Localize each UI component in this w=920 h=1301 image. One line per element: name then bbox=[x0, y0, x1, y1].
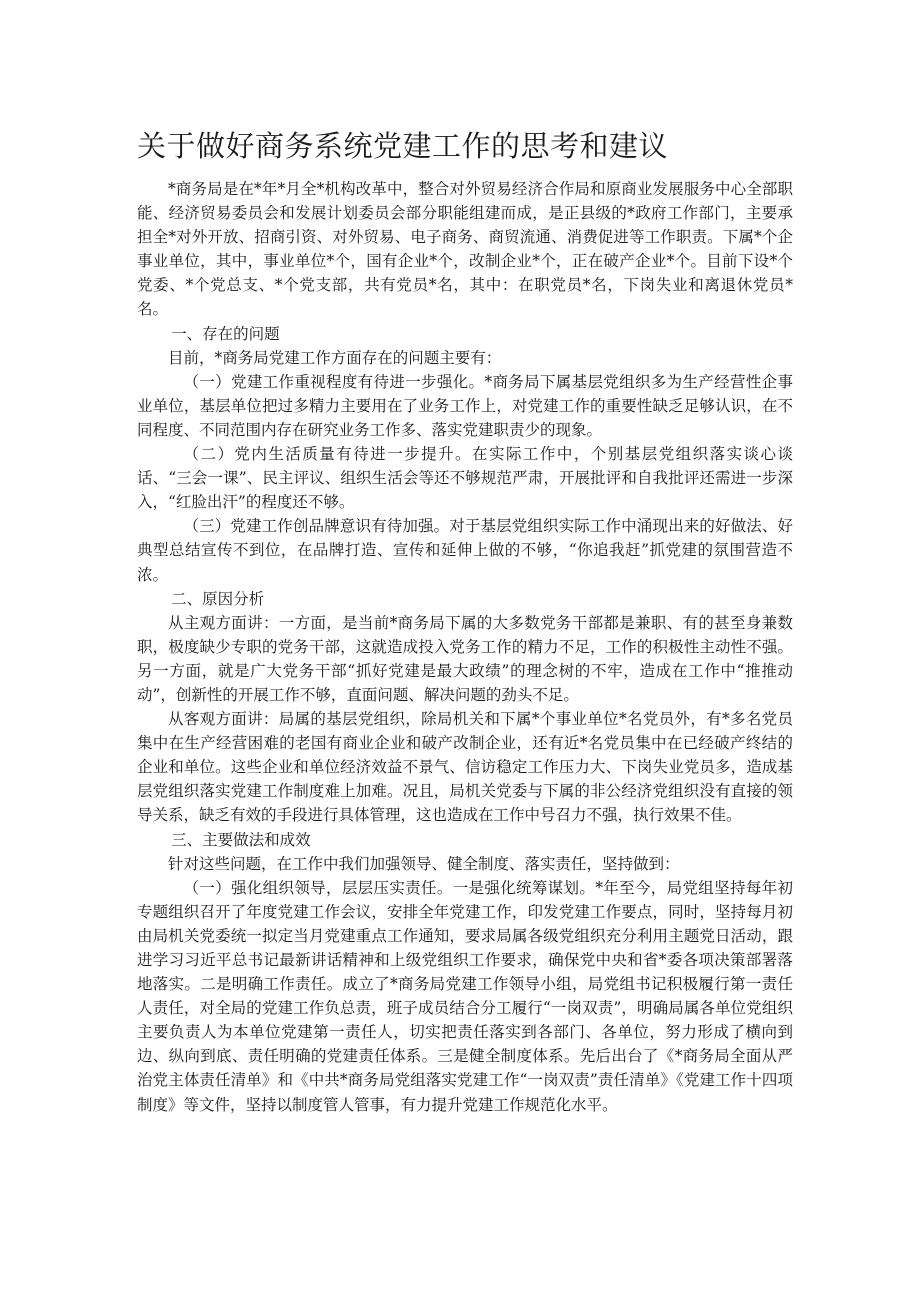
measures-lead-paragraph: 针对这些问题，在工作中我们加强领导、健全制度、落实责任，坚持做到： bbox=[168, 854, 680, 873]
section-heading-causes: 二、原因分析 bbox=[171, 589, 265, 608]
cause-objective-paragraph: 从客观方面讲：局属的基层党组织，除局机关和下属*个事业单位*名党员外，有*多名党员集中在生产经营困难的老国有商业企业和破产改制企业，还有近*名党员集中在已经破产终结的企业和单位。这些企业和单位经济效益不景气、信访稳定工作压力大、下岗失业党员多，造成基层党组织落实党建工作制度难上加难。况且，局机关党委与下属的非公经济党组织没有直接的领导关系，缺乏有效的手段进行具体管理，这也造成在工作中号召力不强，执行效果不佳。 bbox=[137, 710, 793, 825]
document-body bbox=[137, 177, 793, 1117]
problem-item-2: （二）党内生活质量有待进一步提升。在实际工作中，个别基层党组织落实谈心谈话、“三会一课”、民主评议、组织生活会等还不够规范严肃，开展批评和自我批评还需进一步深入，“红脸出汗”的程度还不够。 bbox=[137, 445, 793, 512]
cause-subjective-paragraph: 从主观方面讲：一方面，是当前*商务局下属的大多数党务干部都是兼职、有的甚至身兼数职，极度缺少专职的党务干部，这就造成投入党务工作的精力不足，工作的积极性主动性不强。另一方面，就是广大党务干部“抓好党建是最大政绩”的理念树的不牢，造成在工作中“推推动动”，创新性的开展工作不够，直面问题、解决问题的劲头不足。 bbox=[137, 613, 793, 704]
problems-lead-paragraph: 目前，*商务局党建工作方面存在的问题主要有： bbox=[168, 348, 502, 367]
problem-item-3: （三）党建工作创品牌意识有待加强。对于基层党组织实际工作中涌现出来的好做法、好典型总结宣传不到位，在品牌打造、宣传和延伸上做的不够，“你追我赶”抓党建的氛围营造不浓。 bbox=[137, 517, 793, 584]
section-heading-measures: 三、主要做法和成效 bbox=[171, 830, 311, 849]
problem-item-1: （一）党建工作重视程度有待进一步强化。*商务局下属基层党组织多为生产经营性企事业单位，基层单位把过多精力主要用在了业务工作上，对党建工作的重要性缺乏足够认识，在不同程度、不同范围内存在研究业务工作多、落实党建职责少的现象。 bbox=[137, 372, 793, 439]
intro-paragraph: *商务局是在*年*月全*机构改革中，整合对外贸易经济合作局和原商业发展服务中心全部职能、经济贸易委员会和发展计划委员会部分职能组建而成，是正县级的*政府工作部门，主要承担全*对外开放、招商引资、对外贸易、电子商务、商贸流通、消费促进等工作职责。下属*个企事业单位，其中，事业单位*个，国有企业*个，改制企业*个，正在破产企业*个。目前下设*个党委、*个党总支、*个党支部，共有党员*名，其中：在职党员*名，下岗失业和离退休党员*名。 bbox=[137, 180, 793, 319]
measure-item-1: （一）强化组织领导，层层压实责任。一是强化统筹谋划。*年至今，局党组坚持每年初专题组织召开了年度党建工作会议，安排全年党建工作，印发党建工作要点，同时，坚持每月初由局机关党委统一拟定当月党建重点工作通知，要求局属各级党组织充分利用主题党日活动，跟进学习习近平总书记最新讲话精神和上级党组织工作要求，确保党中央和省*委各项决策部署落地落实。二是明确工作责任。成立了*商务局党建工作领导小组，局党组书记积极履行第一责任人责任，对全局的党建工作负总责，班子成员结合分工履行“一岗双责”，明确局属各单位党组织主要负责人为本单位党建第一责任人，切实把责任落实到各部门、各单位，努力形成了横向到边、纵向到底、责任明确的党建责任体系。三是健全制度体系。先后出台了《*商务局全面从严治党主体责任清单》和《中共*商务局党组落实党建工作“一岗双责”责任清单》《党建工作十四项制度》等文件，坚持以制度管人管事，有力提升党建工作规范化水平。 bbox=[137, 878, 793, 1114]
section-heading-problems: 一、存在的问题 bbox=[171, 324, 280, 343]
document-title: 关于做好商务系统党建工作的思考和建议 bbox=[137, 129, 669, 163]
document-page bbox=[137, 126, 793, 1117]
